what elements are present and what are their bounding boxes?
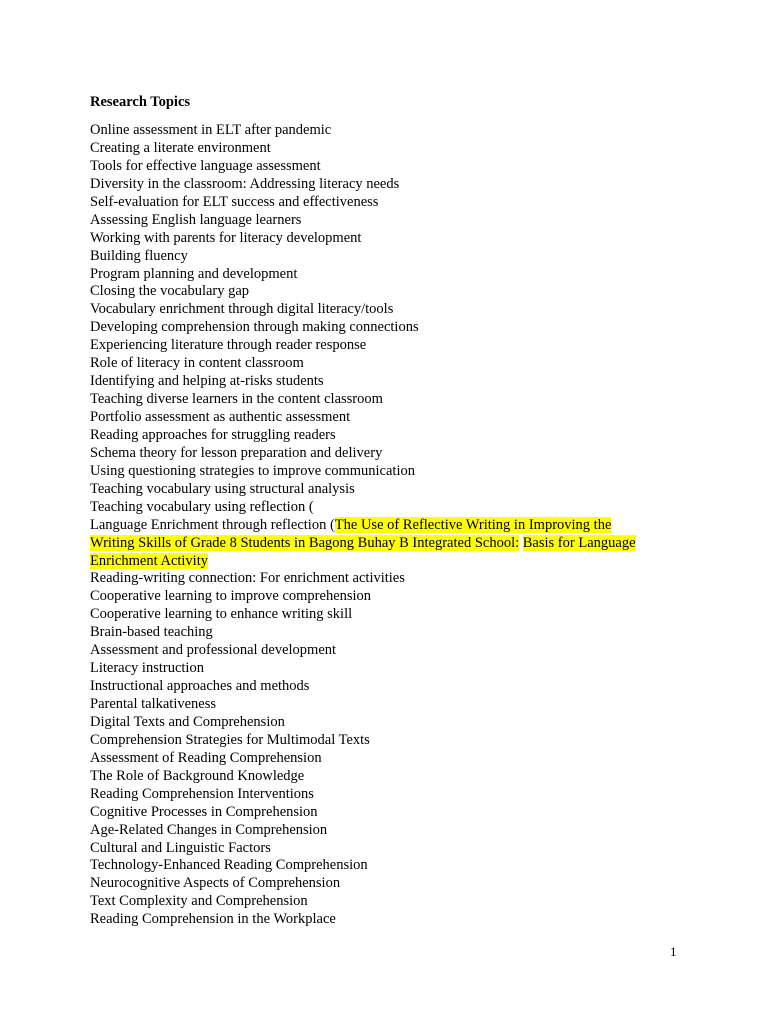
topic-item: Age-Related Changes in Comprehension (90, 821, 328, 838)
topic-item: Teaching diverse learners in the content classroom (90, 391, 383, 408)
topic-item: Neurocognitive Aspects of Comprehension (90, 875, 341, 892)
topic-list (90, 122, 710, 929)
topic-item: Assessing English language learners (90, 211, 302, 228)
topic-item: Instructional approaches and methods (90, 678, 310, 695)
highlighted-topic-line-1 (90, 517, 710, 535)
topic-item: Reading-writing connection: For enrichment activities (90, 570, 405, 587)
topic-item: Creating a literate environment (90, 139, 271, 156)
topic-item: Teaching vocabulary using reflection ( (90, 498, 314, 515)
topic-item: Brain-based teaching (90, 624, 213, 641)
topic-item: Vocabulary enrichment through digital literacy/tools (90, 301, 394, 318)
topic-item: Portfolio assessment as authentic assessment (90, 409, 351, 425)
topic-item: Using questioning strategies to improve communication (90, 462, 415, 479)
highlighted-topic-prefix: Language Enrichment through reflection ( (90, 516, 335, 533)
page-number: 1 (670, 944, 677, 959)
highlighted-topic-line-3 (90, 553, 710, 571)
highlighted-text: Enrichment Activity (90, 552, 208, 569)
topic-item: Cognitive Processes in Comprehension (90, 803, 318, 820)
topic-item: Reading approaches for struggling readers (90, 426, 336, 443)
topic-item: Teaching vocabulary using structural analysis (90, 480, 355, 497)
topic-item: Tools for effective language assessment (90, 157, 321, 174)
topic-item: Assessment and professional development (90, 642, 337, 659)
topic-item: Online assessment in ELT after pandemic (90, 122, 332, 138)
topic-item: Experiencing literature through reader response (90, 337, 367, 354)
highlighted-text: Writing Skills of Grade 8 Students in Bagong Buhay B Integrated School: (90, 534, 520, 551)
topic-item: Cooperative learning to enhance writing skill (90, 606, 353, 623)
topic-item: Developing comprehension through making connections (90, 319, 419, 336)
topic-item: Cooperative learning to improve comprehension (90, 588, 372, 605)
topic-item: Parental talkativeness (90, 696, 217, 713)
topic-item: Diversity in the classroom: Addressing literacy needs (90, 175, 400, 192)
topic-item: Cultural and Linguistic Factors (90, 839, 271, 856)
topic-item: Reading Comprehension Interventions (90, 785, 314, 802)
topic-item: Role of literacy in content classroom (90, 355, 304, 372)
highlighted-text: Basis for Language (522, 534, 636, 551)
highlighted-topic-line-2 (90, 535, 710, 553)
topic-item: Literacy instruction (90, 660, 204, 677)
topic-item: Identifying and helping at-risks students (90, 373, 324, 390)
topic-item: Program planning and development (90, 265, 298, 282)
topic-item: Text Complexity and Comprehension (90, 893, 308, 910)
topic-item: Closing the vocabulary gap (90, 283, 250, 300)
topic-item: Digital Texts and Comprehension (90, 713, 285, 730)
topic-item: Technology-Enhanced Reading Comprehension (90, 857, 368, 874)
topic-item: Working with parents for literacy development (90, 229, 362, 246)
topic-item: Comprehension Strategies for Multimodal Texts (90, 731, 370, 748)
topic-item: Self-evaluation for ELT success and effectiveness (90, 193, 379, 210)
topic-item: Assessment of Reading Comprehension (90, 749, 322, 766)
topic-item: The Role of Background Knowledge (90, 767, 305, 784)
document-title: Research Topics (90, 94, 191, 110)
topic-item: Building fluency (90, 247, 188, 264)
highlighted-text: The Use of Reflective Writing in Improving the (334, 516, 612, 533)
topic-item: Reading Comprehension in the Workplace (90, 911, 336, 928)
highlighted-topic-item (90, 517, 710, 571)
topic-item: Schema theory for lesson preparation and delivery (90, 444, 383, 461)
